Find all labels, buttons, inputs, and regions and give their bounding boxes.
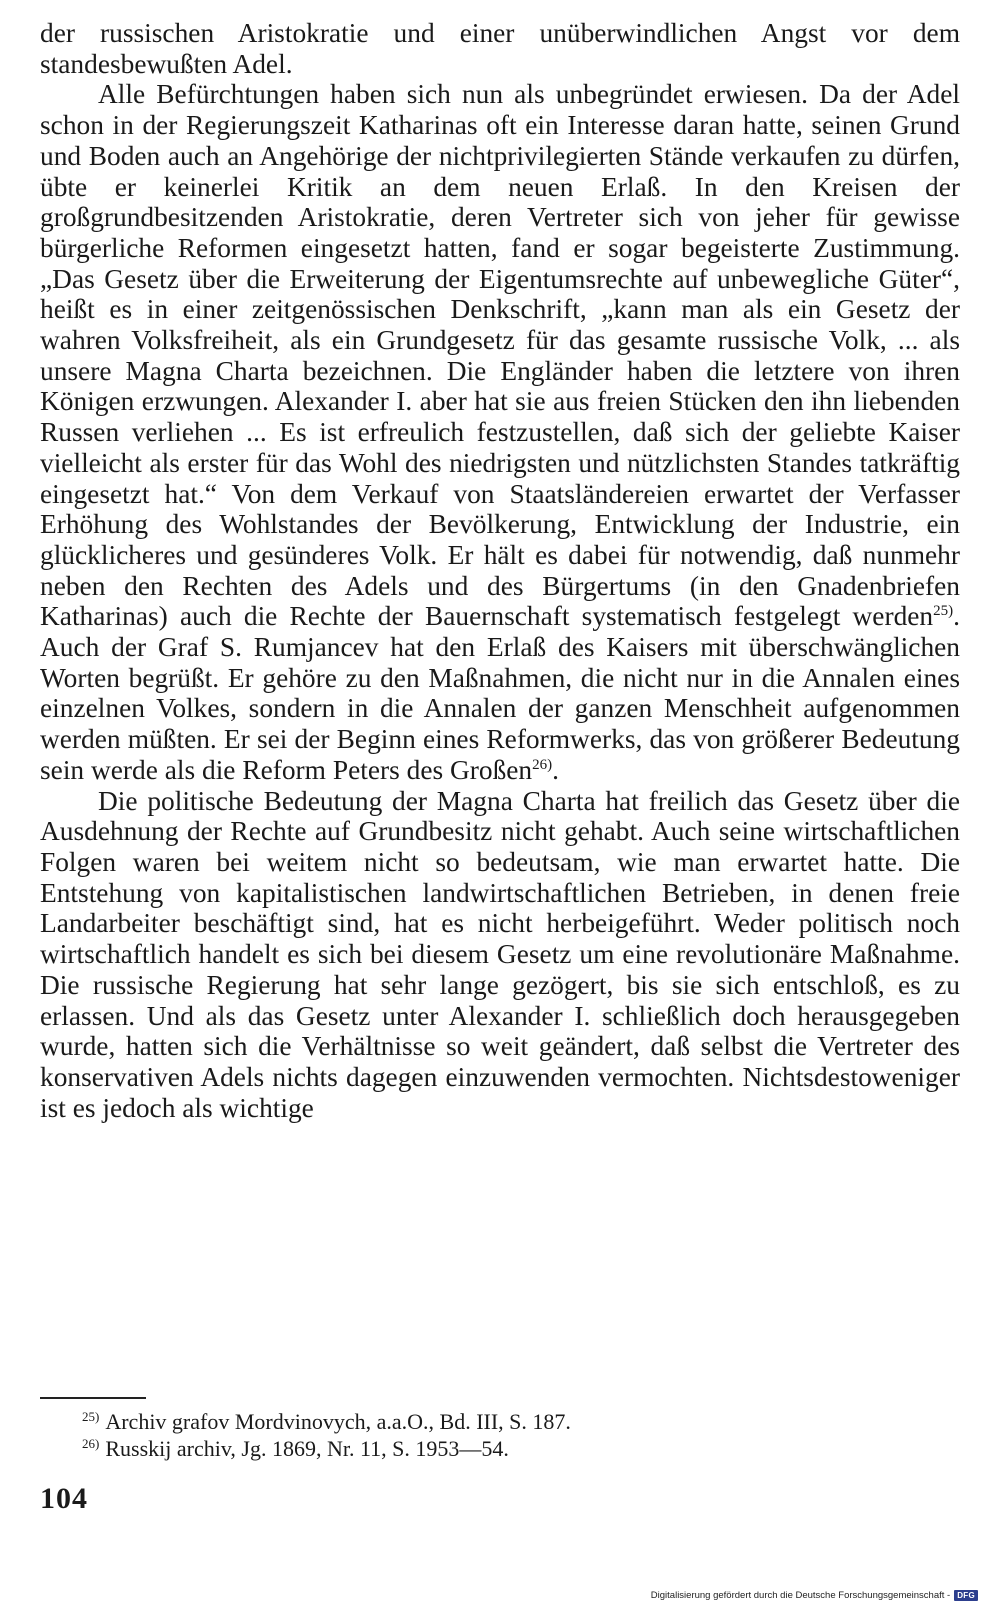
footnote-text: Russkij archiv, Jg. 1869, Nr. 11, S. 1953—54. <box>105 1436 509 1461</box>
digitization-credit-text: Digitalisierung gefördert durch die Deutsche Forschungsgemeinschaft - <box>650 1590 951 1601</box>
paragraph <box>40 786 960 1124</box>
footnote-text: Archiv grafov Mordvinovych, a.a.O., Bd. III, S. 187. <box>105 1409 571 1434</box>
footnote-reference: 25) <box>933 603 954 620</box>
paragraph <box>40 79 960 785</box>
footnote <box>82 1408 942 1435</box>
footnote-mark: 25) <box>82 1409 100 1424</box>
paragraph-text: Die politische Bedeutung der Magna Charta hat freilich das Gesetz über die Ausdehnung der Rechte auf Grundbesitz nicht gehabt. Auch seine wirtschaftlichen Folgen waren bei weitem nicht so bedeutsam, wie man erwartet hatte. Die Entstehung von kapitalistischen landwirtschaftlichen Betrieben, in denen freie Landarbeiter beschäftigt sind, hat es nicht herbeigeführt. Weder politisch noch wirtschaftlich handelt es sich bei diesem Gesetz um eine revolutionäre Maßnahme. Die russische Regierung hat sehr lange gezögert, bis sie sich entschloß, es zu erlassen. Und als das Gesetz unter Alexander I. schließlich doch herausgegeben wurde, hatten sich die Verhältnisse so weit geändert, daß selbst die Vertreter des konservativen Adels nichts dagegen einzuwenden vermochten. Nichtsdestoweniger ist es jedoch als wichtige <box>40 785 960 1123</box>
paragraph <box>40 18 960 79</box>
digitization-credit <box>651 1590 978 1601</box>
dfg-logo-icon: DFG <box>954 1590 978 1601</box>
footnotes <box>82 1408 942 1462</box>
paragraph-text: der russischen Aristokratie und einer unüberwindlichen Angst vor dem standesbewußten Adel. <box>40 18 960 79</box>
paragraph-text: Alle Befürchtungen haben sich nun als unbegründet erwiesen. Da der Adel schon in der Regierungszeit Katharinas oft ein Interesse daran hatte, seinen Grund und Boden auch an Angehörige der nichtprivilegierten Stände verkaufen zu dürfen, übte er keinerlei Kritik an dem neuen Erlaß. In den Kreisen der großgrundbesitzenden Aristokratie, deren Vertreter sich von jeher für gewisse bürgerliche Reformen eingesetzt hatten, fand er sogar begeisterte Zustimmung. „Das Gesetz über die Erweiterung der Eigentumsrechte auf unbewegliche Güter“, heißt es in einer zeitgenössischen Denkschrift, „kann man als ein Gesetz der wahren Volksfreiheit, als ein Grundgesetz für das gesamte russische Volk, ... als unsere Magna Charta bezeichnen. Die Engländer haben die letztere von ihren Königen erzwungen. Alexander I. aber hat sie aus freien Stücken den ihn liebenden Russen verliehen ... Es ist erfreulich festzustellen, daß sich der geliebte Kaiser vielleicht als erster für das Wohl des niedrigsten und nützlichsten Standes tatkräftig eingesetzt hat.“ Von dem Verkauf von Staatsländereien erwartet der Verfasser Erhöhung des Wohlstandes der Bevölkerung, Entwicklung der Industrie, ein glücklicheres und gesünderes Volk. Er hält es dabei für notwendig, daß nunmehr neben den Rechten des Adels und des Bürgertums (in den Gnadenbriefen Katharinas) auch die Rechte der Bauernschaft systematisch festgelegt werden <box>40 79 960 632</box>
footnote-separator <box>40 1397 146 1399</box>
body-text <box>40 18 960 1123</box>
footnote <box>82 1435 942 1462</box>
page-number: 104 <box>40 1482 88 1515</box>
footnote-reference: 26) <box>532 756 553 773</box>
paragraph-text: . <box>552 754 559 785</box>
footnote-mark: 26) <box>82 1436 100 1451</box>
paragraph-text: . Auch der Graf S. Rumjancev hat den Erlaß des Kaisers mit überschwänglichen Worten begrüßt. Er gehöre zu den Maßnahmen, die nicht nur in die Annalen eines einzelnen Volkes, sondern in die Annalen der ganzen Menschheit aufgenommen werden müßten. Er sei der Beginn eines Reformwerks, das von größerer Bedeutung sein werde als die Reform Peters des Großen <box>40 601 960 785</box>
